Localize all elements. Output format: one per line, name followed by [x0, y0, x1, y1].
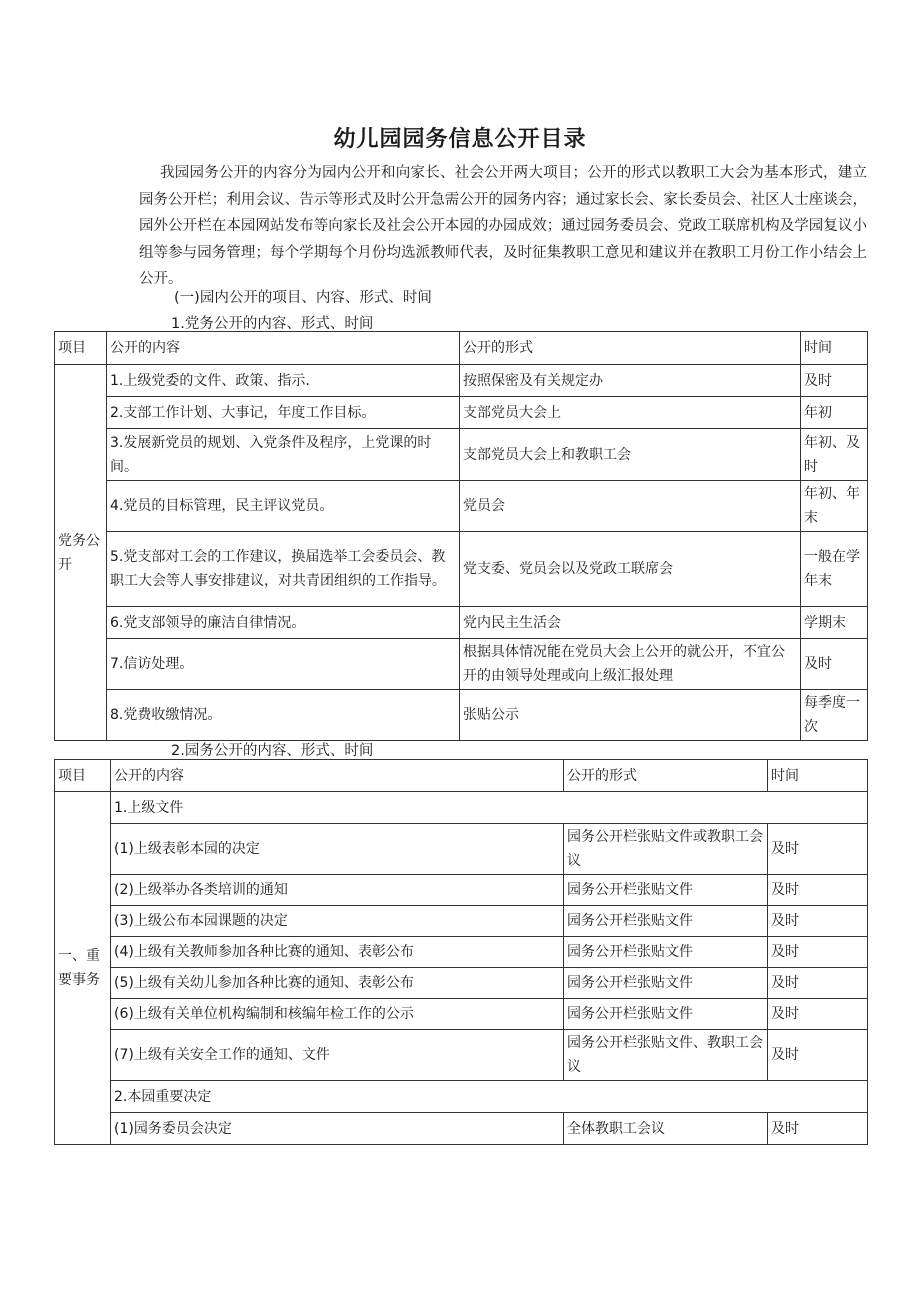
table-row [55, 639, 868, 690]
table2-caption: 2.园务公开的内容、形式、时间 [171, 743, 374, 759]
group-row [55, 1081, 868, 1113]
time-cell: 及时 [768, 875, 868, 906]
time-cell: 及时 [768, 824, 868, 875]
time-cell: 及时 [768, 906, 868, 937]
time-cell: 年初、及时 [801, 429, 868, 481]
form-cell: 党员会 [460, 481, 801, 532]
table-row [55, 481, 868, 532]
time-cell: 及时 [768, 1113, 868, 1145]
group-cell: 1.上级文件 [111, 792, 868, 824]
form-cell: 园务公开栏张贴文件 [564, 999, 768, 1030]
header-cell: 时间 [768, 760, 868, 792]
intro-paragraph: 我园园务公开的内容分为园内公开和向家长、社会公开两大项目；公开的形式以教职工大会为基本形式，建立园务公开栏；利用会议、告示等形式及时公开急需公开的园务内容；通过家长会、家长委员会、社区人士座谈会，园外公开栏在本园网站发布等向家长及社会公开本园的办园成效；通过园务委员会、党政工联席机构及学园复议小组等参与园务管理；每个学期每个月份均选派教师代表，及时征集教职工意见和建议并在教职工月份工作小结会上公开。 [139, 165, 867, 287]
content-cell: 3.发展新党员的规划、入党条件及程序，上党课的时间。 [107, 429, 460, 481]
form-cell: 园务公开栏张贴文件 [564, 875, 768, 906]
time-cell: 及时 [768, 1030, 868, 1081]
header-cell: 公开的形式 [460, 332, 801, 365]
content-cell: (1)园务委员会决定 [111, 1113, 564, 1145]
time-cell: 及时 [768, 937, 868, 968]
form-cell: 支部党员大会上和教职工会 [460, 429, 801, 481]
content-cell: 8.党费收缴情况。 [107, 690, 460, 741]
content-cell: 5.党支部对工会的工作建议，换届选举工会委员会、教职工大会等人事安排建议，对共青团组织的工作指导。 [107, 532, 460, 607]
table-row [55, 532, 868, 607]
time-cell: 及时 [801, 639, 868, 690]
time-cell: 及时 [768, 999, 868, 1030]
content-cell: 4.党员的目标管理，民主评议党员。 [107, 481, 460, 532]
content-cell: 1.上级党委的文件、政策、指示. [107, 365, 460, 397]
table-row [55, 1113, 868, 1145]
content-cell: (5)上级有关幼儿参加各种比赛的通知、表彰公布 [111, 968, 564, 999]
table-row [55, 999, 868, 1030]
table-row [55, 824, 868, 875]
page-title: 幼儿园园务信息公开目录 [333, 127, 587, 152]
header-cell: 项目 [55, 760, 111, 792]
table-row [55, 875, 868, 906]
form-cell: 根据具体情况能在党员大会上公开的就公开，不宜公开的由领导处理或向上级汇报处理 [460, 639, 801, 690]
form-cell: 支部党员大会上 [460, 397, 801, 429]
content-cell: (1)上级表彰本园的决定 [111, 824, 564, 875]
group-row [55, 792, 868, 824]
category-cell: 一、重要事务 [55, 792, 111, 1145]
header-cell: 时间 [801, 332, 868, 365]
section-heading: (一)园内公开的项目、内容、形式、时间 [174, 290, 432, 306]
content-cell: (3)上级公布本园课题的决定 [111, 906, 564, 937]
header-cell: 项目 [55, 332, 107, 365]
table-row [55, 1030, 868, 1081]
time-cell: 学期末 [801, 607, 868, 639]
table-row [55, 937, 868, 968]
time-cell: 一般在学年末 [801, 532, 868, 607]
time-cell: 及时 [768, 968, 868, 999]
form-cell: 党内民主生活会 [460, 607, 801, 639]
table-row [55, 968, 868, 999]
table-header-row [55, 760, 868, 792]
header-cell: 公开的内容 [111, 760, 564, 792]
form-cell: 按照保密及有关规定办 [460, 365, 801, 397]
form-cell: 园务公开栏张贴文件 [564, 968, 768, 999]
content-cell: 2.支部工作计划、大事记，年度工作目标。 [107, 397, 460, 429]
table-row [55, 365, 868, 397]
time-cell: 及时 [801, 365, 868, 397]
content-cell: (6)上级有关单位机构编制和核编年检工作的公示 [111, 999, 564, 1030]
time-cell: 每季度一次 [801, 690, 868, 741]
content-cell: 7.信访处理。 [107, 639, 460, 690]
header-cell: 公开的形式 [564, 760, 768, 792]
school-affairs-table [54, 759, 868, 1145]
header-cell: 公开的内容 [107, 332, 460, 365]
table-row [55, 429, 868, 481]
time-cell: 年初、年末 [801, 481, 868, 532]
form-cell: 张贴公示 [460, 690, 801, 741]
form-cell: 全体教职工会议 [564, 1113, 768, 1145]
table1-caption: 1.党务公开的内容、形式、时间 [171, 316, 374, 332]
form-cell: 园务公开栏张贴文件、教职工会议 [564, 1030, 768, 1081]
table-row [55, 906, 868, 937]
party-affairs-table [54, 331, 868, 741]
form-cell: 园务公开栏张贴文件 [564, 906, 768, 937]
form-cell: 党支委、党员会以及党政工联席会 [460, 532, 801, 607]
category-cell: 党务公开 [55, 365, 107, 741]
table-header-row [55, 332, 868, 365]
table-row [55, 397, 868, 429]
group-cell: 2.本园重要决定 [111, 1081, 868, 1113]
content-cell: (2)上级举办各类培训的通知 [111, 875, 564, 906]
table-row [55, 690, 868, 741]
table-row [55, 607, 868, 639]
content-cell: (4)上级有关教师参加各种比赛的通知、表彰公布 [111, 937, 564, 968]
form-cell: 园务公开栏张贴文件或教职工会议 [564, 824, 768, 875]
time-cell: 年初 [801, 397, 868, 429]
content-cell: 6.党支部领导的廉洁自律情况。 [107, 607, 460, 639]
form-cell: 园务公开栏张贴文件 [564, 937, 768, 968]
content-cell: (7)上级有关安全工作的通知、文件 [111, 1030, 564, 1081]
